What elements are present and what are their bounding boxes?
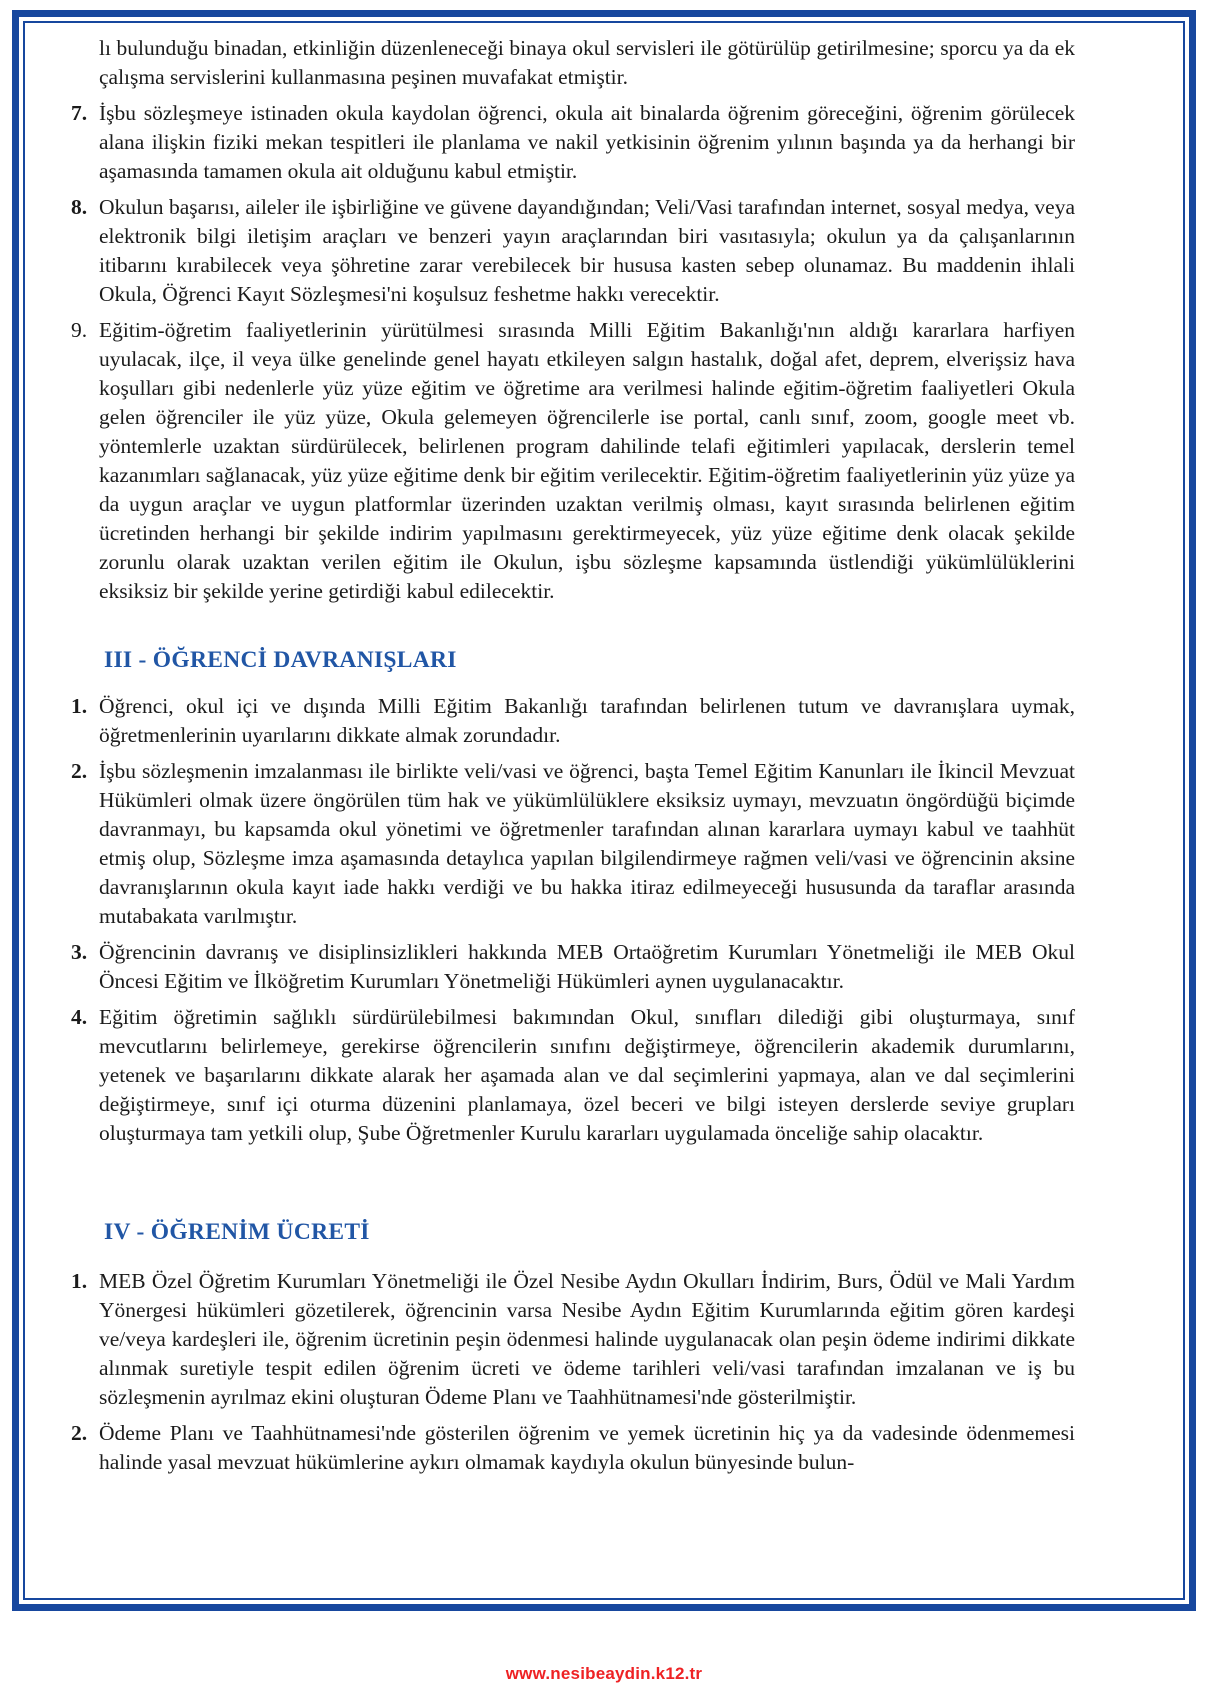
list-number: 9. [71, 318, 88, 342]
list-item-text: İşbu sözleşmeye istinaden okula kaydolan öğrenci, okula ait binalarda öğrenim göreceğini, öğrenim görülecek alana ilişkin fiziki mekan tespitleri ile planlama ve nakil yetkisinin öğrenim yılının başında ya da herhangi bir aşamasında tamamen okula ait olduğunu kabul etmiştir. [99, 101, 1075, 183]
list-item-9 [71, 316, 1075, 606]
list-item-iii-4 [71, 1003, 1075, 1148]
list-number: 8. [71, 195, 88, 219]
list-item-iv-1 [71, 1267, 1075, 1412]
list-item-7 [71, 99, 1075, 186]
list-item-8 [71, 193, 1075, 309]
page-border-frame [12, 10, 1196, 1611]
list-item-iii-3 [71, 938, 1075, 996]
section-heading-ogrenci-davranislari: III - ÖĞRENCİ DAVRANIŞLARI [104, 647, 457, 673]
list-item-text: Eğitim öğretimin sağlıklı sürdürülebilmesi bakımından Okul, sınıfları dilediği gibi oluşturmaya, sınıf mevcutlarını belirlemeye, gerekirse öğrencilerin sınıfını değiştirmeye, öğrencilerin akademik durumlarını, yetenek ve başarılarını dikkate alarak her aşamada alan ve dal seçimlerini yapmaya, alan ve dal seçimlerini değiştirmeye, sınıf içi oturma düzenini planlamaya, özel beceri ve bilgi isteyen derslerde seviye grupları oluşturmaya tam yetkili olup, Şube Öğretmenler Kurulu kararları uygulamada önceliğe sahip olacaktır. [99, 1005, 1075, 1145]
list-number: 7. [71, 101, 88, 125]
list-item-text: Ödeme Planı ve Taahhütnamesi'nde gösterilen öğrenim ve yemek ücretinin hiç ya da vadesinde ödenmemesi halinde yasal mevzuat hükümlerine aykırı olmamak kaydıyla okulun bünyesinde bulun- [99, 1421, 1075, 1474]
paragraph-continuation: lı bulunduğu binadan, etkinliğin düzenleneceği binaya okul servisleri ile götürülüp getirilmesine; sporcu ya da ek çalışma servislerini kullanmasına peşinen muvafakat etmiştir. [99, 36, 1075, 89]
list-number: 4. [71, 1005, 88, 1029]
list-item-text: Öğrencinin davranış ve disiplinsizlikleri hakkında MEB Ortaöğretim Kurumları Yönetmeliği ile MEB Okul Öncesi Eğitim ve İlköğretim Kurumları Yönetmeliği Hükümleri aynen uygulanacaktır. [99, 940, 1075, 993]
list-item-text: İşbu sözleşmenin imzalanması ile birlikte veli/vasi ve öğrenci, başta Temel Eğitim Kanunları ile İkincil Mevzuat Hükümleri olmak üzere öngörülen tüm hak ve yükümlülüklere eksiksiz uymayı, mevzuatın öngördüğü biçimde davranmayı, bu kapsamda okul yönetimi ve öğretmenler tarafından alınan kararlara uymayı kabul ve taahhüt etmiş olup, Sözleşme imza aşamasında detaylıca yapılan bilgilendirmeye rağmen veli/vasi ve öğrencinin aksine davranışlarının okula kayıt iade hakkı verdiği ve bu hakka itiraz edilmeyeceği hususunda da taraflar arasında mutabakata varılmıştır. [99, 759, 1075, 928]
list-item-text: Okulun başarısı, aileler ile işbirliğine ve güvene dayandığından; Veli/Vasi tarafından internet, sosyal medya, veya elektronik bilgi iletişim araçları ve benzeri yayın araçlarından biri vasıtasıyla; okulun ya da çalışanlarının itibarını kırabilecek veya şöhretine zarar verebilecek bir hususa kasten sebep olunamaz. Bu maddenin ihlali Okula, Öğrenci Kayıt Sözleşmesi'ni koşulsuz feshetme hakkı verecektir. [99, 195, 1075, 306]
list-item-iv-2 [71, 1419, 1075, 1477]
footer-website-url: www.nesibeaydin.k12.tr [505, 1664, 703, 1683]
list-item-iii-2 [71, 757, 1075, 931]
list-number: 1. [71, 1269, 88, 1293]
list-item-text: Eğitim-öğretim faaliyetlerinin yürütülmesi sırasında Milli Eğitim Bakanlığı'nın aldığı kararlara harfiyen uyulacak, ilçe, il veya ülke genelinde genel hayatı etkileyen salgın hastalık, doğal afet, deprem, elverişsiz hava koşulları gibi nedenlerle yüz yüze eğitim ve öğretime ara verilmesi halinde eğitim-öğretim faaliyetleri Okula gelen öğrenciler ile yüz yüze, Okula gelemeyen öğrencilerle ise portal, canlı sınıf, zoom, google meet vb. yöntemlerle uzaktan sürdürülecek, belirlenen program dahilinde telafi eğitimleri yapılacak, derslerin temel kazanımları sağlanacak, yüz yüze eğitime denk bir eğitim verilecektir. Eğitim-öğretim faaliyetlerinin yüz yüze ya da uygun araçlar ve uygun platformlar üzerinden uzaktan verilmiş olması, kayıt sırasında belirlenen eğitim ücretinden herhangi bir şekilde indirim yapılmasını gerektirmeyecek, yüz yüze eğitime denk olacak şekilde zorunlu olarak uzaktan verilen eğitim ile Okulun, işbu sözleşme kapsamında üstlendiği yükümlülüklerini eksiksiz bir şekilde yerine getirdiği kabul edilecektir. [99, 318, 1075, 603]
section-heading-ogrenim-ucreti: IV - ÖĞRENİM ÜCRETİ [104, 1219, 370, 1245]
list-number: 2. [71, 1421, 88, 1445]
list-number: 3. [71, 940, 88, 964]
list-item-iii-1 [71, 692, 1075, 750]
list-item-text: MEB Özel Öğretim Kurumları Yönetmeliği ile Özel Nesibe Aydın Okulları İndirim, Burs, Ödül ve Mali Yardım Yönergesi hükümleri gözetilerek, öğrencinin varsa Nesibe Aydın Eğitim Kurumlarında eğitim gören kardeşi ve/veya kardeşleri ile, öğrenim ücretinin peşin ödenmesi halinde uygulanacak olan peşin ödeme indirimi dikkate alınmak suretiyle tespit edilen öğrenim ücreti ve ödeme tarihleri veli/vasi tarafından imzalanan ve iş bu sözleşmenin ayrılmaz ekini oluşturan Ödeme Planı ve Taahhütnamesi'nde gösterilmiştir. [99, 1269, 1075, 1409]
list-number: 2. [71, 759, 88, 783]
list-number: 1. [71, 694, 88, 718]
page-border-inner-line [23, 21, 1185, 1600]
list-item-text: Öğrenci, okul içi ve dışında Milli Eğitim Bakanlığı tarafından belirlenen tutum ve davranışlara uymak, öğretmenlerinin uyarılarını dikkate almak zorundadır. [99, 694, 1075, 747]
contract-body [25, 23, 1183, 1477]
